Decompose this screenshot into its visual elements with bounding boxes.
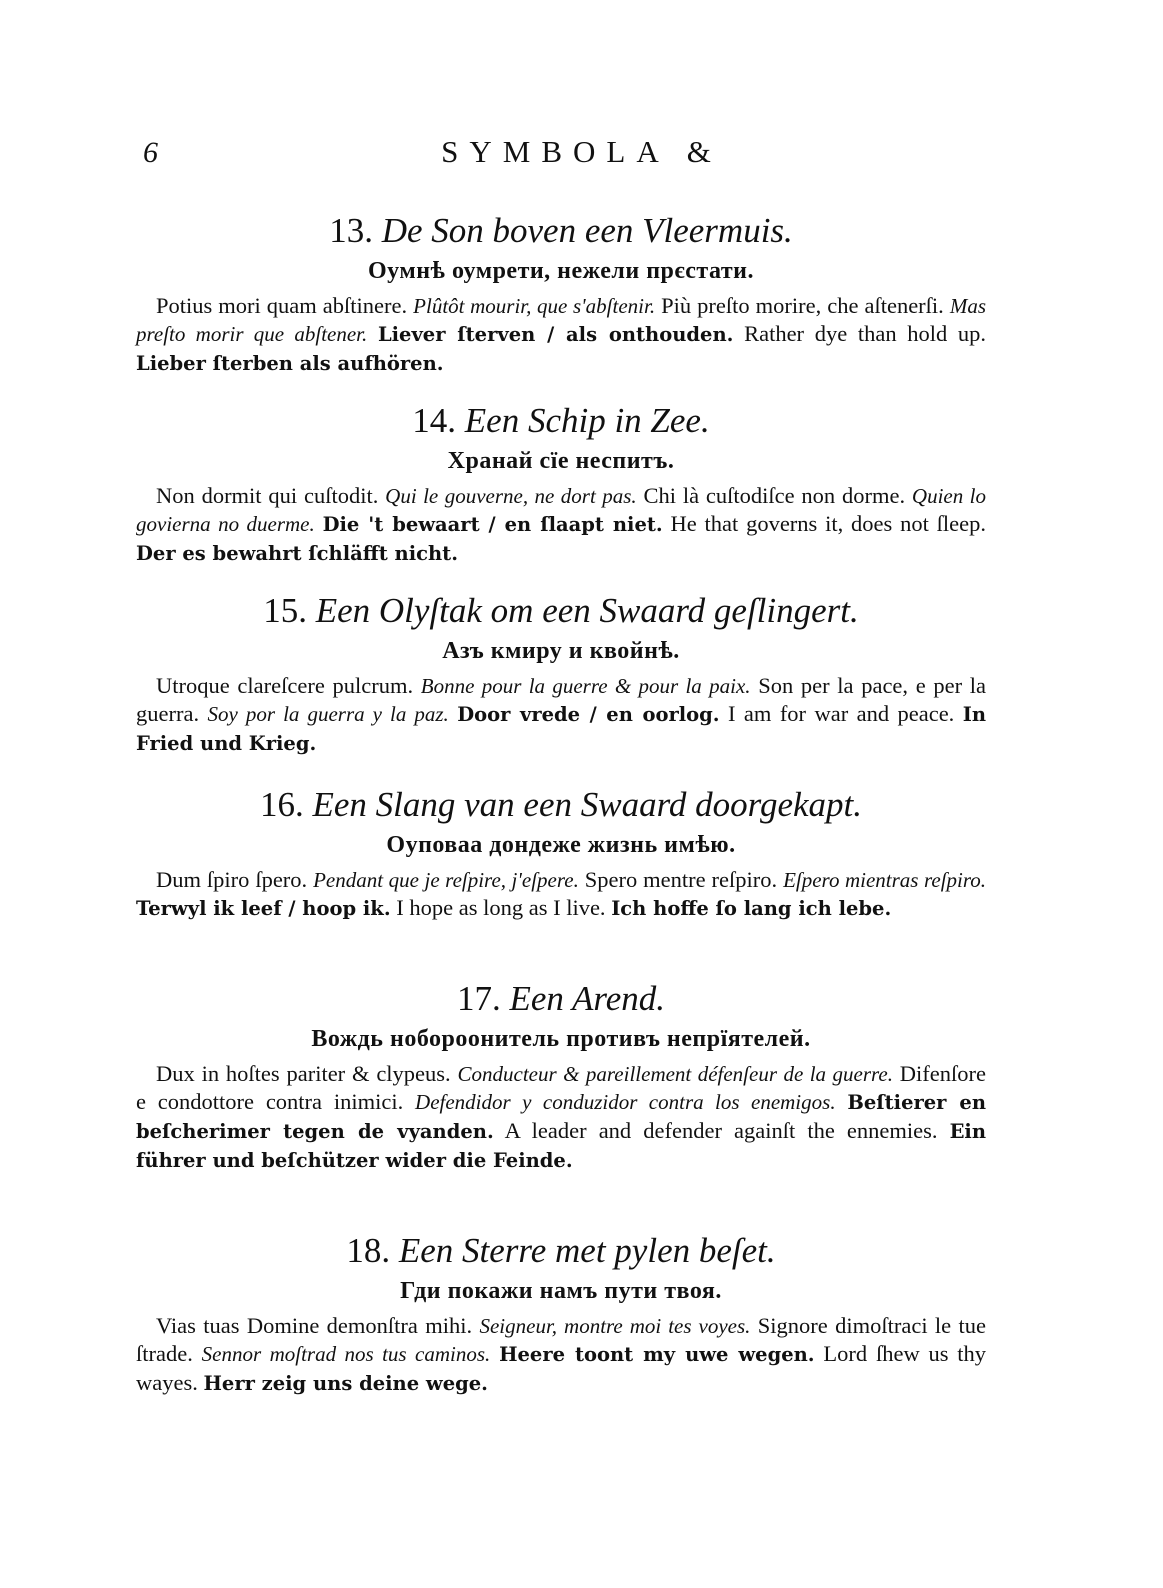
translations-paragraph: [136, 866, 986, 923]
emblem-number: 15.: [263, 591, 307, 630]
emblem-title-text: Een Arend.: [509, 979, 666, 1018]
emblem-entry-14: [136, 398, 986, 568]
translations-paragraph: [136, 292, 986, 378]
italian-translation: Son per la pace, e per la guerra.: [136, 673, 987, 726]
italian-translation: Chi là cuſtodiſce non dorme.: [643, 483, 906, 508]
emblem-title-text: Een Sterre met pylen beſet.: [398, 1231, 776, 1270]
latin-translation: Non dormit qui cuſtodit.: [156, 483, 379, 508]
translations-paragraph: [136, 672, 986, 758]
german-translation: Ich hoffe ſo lang ich lebe.: [611, 897, 892, 920]
emblem-title-text: Een Slang van een Swaard doorgekapt.: [312, 785, 863, 824]
spanish-translation: Eſpero mientras reſpiro.: [783, 868, 987, 892]
slavonic-motto: Азъ кмиру и квойнѣ.: [442, 638, 680, 664]
emblem-title: [136, 398, 986, 444]
emblem-number: 13.: [329, 211, 373, 250]
translations-paragraph: [136, 1060, 986, 1175]
spanish-translation: Sennor moſtrad nos tus caminos.: [201, 1342, 491, 1366]
slavonic-motto: Хранай сїе неспитъ.: [447, 448, 675, 474]
page-header: [0, 128, 1163, 178]
page-number: 6: [143, 136, 158, 169]
emblem-entry-13: [136, 208, 986, 378]
emblem-title-text: De Son boven een Vleermuis.: [381, 211, 793, 250]
emblem-title: [136, 208, 986, 254]
dutch-translation: Door vrede / en oorlog.: [457, 703, 720, 726]
emblem-number: 17.: [456, 979, 501, 1018]
italian-translation: Difenſore e condottore contra inimici.: [136, 1061, 987, 1114]
emblem-entry-17: [136, 976, 986, 1175]
german-translation: Lieber ſterben als aufhören.: [136, 352, 444, 375]
emblem-entry-18: [136, 1228, 986, 1398]
english-translation: Lord ſhew us thy wayes.: [136, 1341, 987, 1395]
emblem-entry-16: [136, 782, 986, 923]
latin-translation: Dux in hoſtes pariter & clypeus.: [156, 1061, 451, 1086]
german-translation: Herr zeig uns deine wege.: [203, 1372, 488, 1395]
slavonic-motto: Оуповаа дондеже жизнь имѣю.: [386, 832, 736, 858]
spanish-translation: Defendidor y conduzidor contra los enemigos.: [415, 1090, 836, 1114]
latin-translation: Utroque clareſcere pulcrum.: [156, 673, 414, 698]
running-title: SYMBOLA &: [441, 134, 722, 169]
emblem-title: [136, 976, 986, 1022]
english-translation: A leader and defender againſt the ennemies.: [504, 1118, 938, 1143]
dutch-translation: Liever ſterven / als onthouden.: [377, 323, 734, 346]
slavonic-motto: Гди покажи намъ пути твоя.: [400, 1278, 722, 1304]
emblem-title-text: Een Olyſtak om een Swaard geſlingert.: [315, 591, 859, 630]
french-translation: Plûtôt mourir, que s'abſtenir.: [413, 294, 656, 318]
emblem-title: [136, 1228, 986, 1274]
italian-translation: Più preſto morire, che aſtenerſi.: [661, 293, 944, 318]
emblem-entry-15: [136, 588, 986, 758]
english-translation: I hope as long as I live.: [396, 895, 606, 920]
dutch-translation: Die 't bewaart / en ſlaapt niet.: [322, 513, 663, 536]
emblem-number: 18.: [346, 1231, 391, 1270]
french-translation: Bonne pour la guerre & pour la paix.: [420, 674, 751, 698]
italian-translation: Signore dimoſtraci le tue ſtrade.: [136, 1313, 986, 1366]
spanish-translation: Soy por la guerra y la paz.: [207, 702, 449, 726]
french-translation: Pendant que je reſpire, j'eſpere.: [313, 868, 579, 892]
french-translation: Qui le gouverne, ne dort pas.: [385, 484, 637, 508]
dutch-translation: Heere toont my uwe wegen.: [499, 1343, 815, 1366]
emblem-number: 14.: [412, 401, 457, 440]
latin-translation: Vias tuas Domine demonſtra mihi.: [156, 1313, 473, 1338]
english-translation: He that governs it, does not ſleep.: [670, 511, 987, 536]
emblem-title-text: Een Schip in Zee.: [464, 401, 710, 440]
slavonic-motto: Оумнѣ оумрети, нежели прєстати.: [368, 258, 754, 284]
translations-paragraph: [136, 482, 986, 568]
german-translation: Der es bewahrt ſchläfft nicht.: [136, 542, 458, 565]
german-translation: In Fried und Krieg.: [136, 703, 987, 755]
french-translation: Seigneur, montre moi tes voyes.: [479, 1314, 751, 1338]
spanish-translation: Quien lo govierna no duerme.: [136, 484, 987, 536]
english-translation: I am for war and peace.: [728, 701, 955, 726]
emblem-number: 16.: [259, 785, 304, 824]
dutch-translation: Beſtierer en beſcherimer tegen de vyanden.: [136, 1091, 986, 1143]
italian-translation: Spero mentre reſpiro.: [584, 867, 778, 892]
french-translation: Conducteur & pareillement défenſeur de la guerre.: [457, 1062, 893, 1086]
emblem-title: [136, 782, 986, 828]
latin-translation: Potius mori quam abſtinere.: [156, 293, 408, 318]
slavonic-motto: Вождь нобороонитель противъ непрїятелей.: [311, 1026, 811, 1052]
english-translation: Rather dye than hold up.: [744, 321, 986, 346]
spanish-translation: Mas preſto morir que abſtener.: [136, 294, 986, 346]
dutch-translation: Terwyl ik leef / hoop ik.: [136, 897, 391, 920]
translations-paragraph: [136, 1312, 986, 1398]
latin-translation: Dum ſpiro ſpero.: [156, 867, 308, 892]
emblem-title: [136, 588, 986, 634]
german-translation: Ein führer und beſchützer wider die Feinde.: [136, 1120, 987, 1172]
